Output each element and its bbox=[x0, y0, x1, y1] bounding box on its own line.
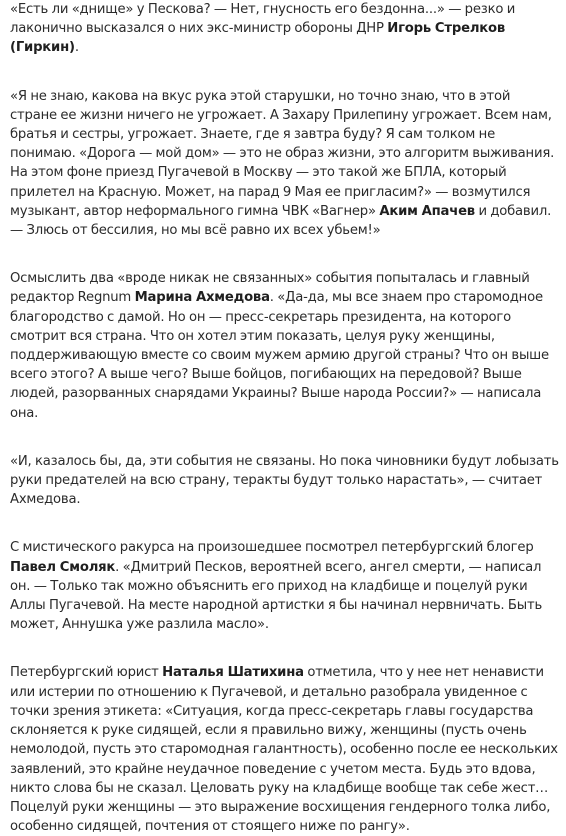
person-name-akhmedova: Марина Ахмедова bbox=[134, 290, 270, 306]
text-segment: . bbox=[74, 40, 79, 56]
person-name-apachev: Аким Апачев bbox=[379, 203, 475, 219]
text-segment: и добавил. — Злюсь от бессилия, но мы всё равно их всех убьем!» bbox=[10, 203, 552, 239]
text-segment: «Есть ли «днище» у Пескова? — Нет, гнусность его бездонна...» — резко и лаконично высказался о них экс-министр обороны ДНР bbox=[10, 2, 516, 37]
text-segment: Петербургский юрист bbox=[10, 665, 163, 681]
text-segment: С мистического ракурса на произошедшее посмотрел петербургский блогер bbox=[10, 540, 534, 556]
paragraph-shatikhina-quote bbox=[10, 663, 560, 836]
paragraph-smolyak-quote bbox=[10, 538, 560, 634]
text-segment: «И, казалось бы, да, эти события не связаны. Но пока чиновники будут лобызать руки предателей на всю страну, теракты будут только нарастать», — считает Ахмедова. bbox=[10, 453, 559, 508]
paragraph-apachev-quote bbox=[10, 87, 560, 241]
text-segment: «Я не знаю, какова на вкус рука этой старушки, но точно знаю, что в этой стране ее жизни ничего не угрожает. А Захару Прилепину угрожает. Всем нам, братья и сестры, угрожает. Знаете, где я завтра буду? Я сам толком не понимаю. «Дорога — мой дом» — это не образ жизни, это алгоритм выживания. На этом фоне приезд Пугачевой в Москву — это такой же БПЛА, который прилетел на Красную. Может, на парад 9 Мая ее пригласим?» — возмутился музыкант, автор неформального гимна ЧВК «Вагнер» bbox=[10, 88, 555, 219]
text-segment: . «Да-да, мы все знаем про старомодное благородство с дамой. Но он — пресс-секретарь президента, на которого смотрит вся страна. Что он хотел этим показать, целуя руку женщины, поддерживающую вместе со своим мужем армию другой страны? Что он выше всего этого? А выше чего? Выше бойцов, погибающих на передовой? Выше людей, разорванных снарядами Украины? Выше народа России?» — написала она. bbox=[10, 290, 549, 421]
text-segment: . «Дмитрий Песков, вероятней всего, ангел смерти, — написал он. — Только так можно объяснить его приход на кладбище и поцелуй руки Аллы Пугачевой. На месте народной артистки я бы начинал нервничать. Быть может, Аннушка уже разлила масло». bbox=[10, 559, 543, 633]
person-name-shatikhina: Наталья Шатихина bbox=[162, 665, 304, 681]
person-name-smolyak: Павел Смоляк bbox=[10, 559, 116, 575]
text-segment: отметила, что у нее нет ненависти или истерии по отношению к Пугачевой, и детально разобрала увиденное с точки зрения этикета: «Ситуация, когда пресс-секретарь главы государства склоняется к руке сидящей, если я правильно вижу, женщины (пусть очень немолодой, пусть это старомодная галантность), особенно после ее нескольких заявлений, это крайне неудачное поведение с учетом места. Будь это вдова, никто слова бы не сказал. Целовать руку на кладбище вообще так себе жест… Поцелуй руки женщины — это выражение восхищения гендерного толка либо, особенно сидящей, почтения от стоящего ниже по рангу». bbox=[10, 665, 558, 835]
text-segment: Осмыслить два «вроде никак не связанных» события попыталась и главный редактор Regnum bbox=[10, 271, 530, 306]
paragraph-akhmedova-conclusion bbox=[10, 452, 560, 510]
paragraph-strelkov-quote bbox=[10, 0, 560, 58]
paragraph-akhmedova-quote bbox=[10, 269, 560, 423]
person-name-strelkov: Игорь Стрелков (Гиркин) bbox=[10, 21, 506, 56]
